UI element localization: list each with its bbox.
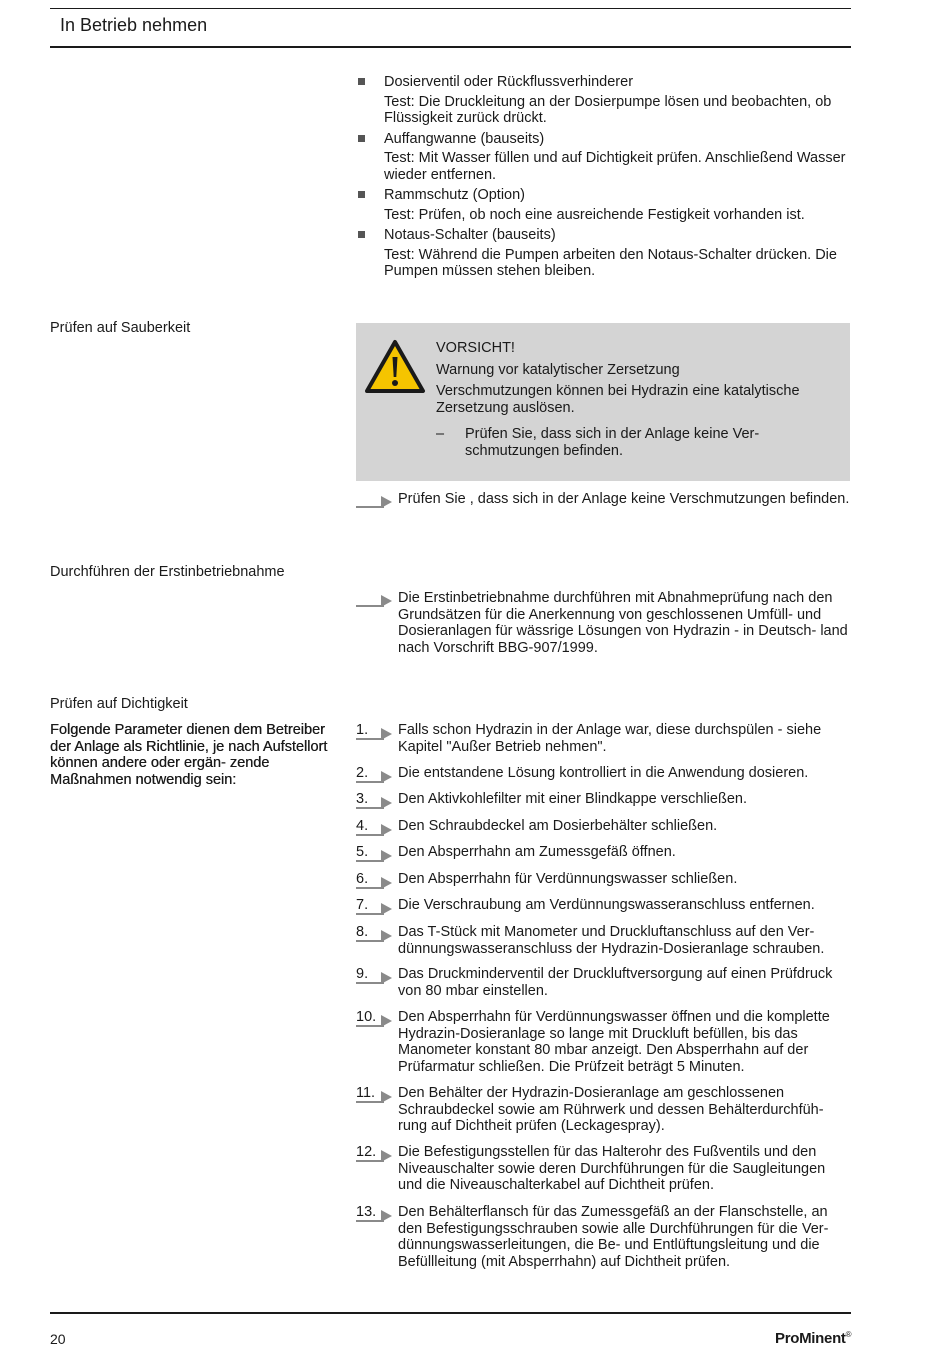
header-bottom-rule	[50, 46, 851, 48]
step-number: 3.	[356, 791, 396, 808]
numbered-step	[356, 722, 851, 755]
list-item-label: Dosierventil oder Rückflussverhinderer	[384, 74, 634, 90]
square-bullet-icon	[358, 78, 365, 85]
numbered-step	[356, 791, 851, 808]
list-item-label: Notaus-Schalter (bauseits)	[384, 227, 556, 243]
action-step-cleanliness	[356, 491, 851, 508]
numbered-step	[356, 924, 851, 957]
numbered-step	[356, 844, 851, 861]
action-text: Prüfen Sie , dass sich in der Anlage keine Verschmutzungen befinden.	[398, 491, 850, 507]
list-item-test: Test: Prüfen, ob noch eine ausreichende Festigkeit vorhanden ist.	[384, 206, 805, 223]
step-number: 2.	[356, 765, 396, 782]
step-text: Den Absperrhahn für Verdünnungswasser öffnen und die komplette Hydrazin-Dosieranlage so lange mit Druckluft befüllen, bis das Manometer konstant 80 mbar anzeigt. Den Absperrhahn auf der Prüfarmatur schließen. Die Prüfzeit beträgt 5 Minuten.	[398, 1009, 830, 1075]
step-number: 13.	[356, 1204, 396, 1221]
warning-title: Warnung vor katalytischer Zersetzung	[436, 361, 680, 378]
step-text: Das Druckminderventil der Druckluftversorgung auf einen Prüfdruck von 80 mbar einstellen.	[398, 966, 833, 999]
step-number: 1.	[356, 722, 396, 739]
page-title: In Betrieb nehmen	[60, 15, 208, 35]
warning-box	[356, 323, 850, 481]
tightness-intro: Folgende Parameter dienen dem Betreiber der Anlage als Richtlinie, je nach Aufstellort können andere oder ergän- zende Maßnahmen notwendig sein:	[50, 722, 328, 788]
step-number: 7.	[356, 897, 396, 914]
step-number: 4.	[356, 818, 396, 835]
list-item	[356, 227, 851, 280]
warning-signal-word: VORSICHT!	[436, 340, 515, 356]
action-step-commissioning	[356, 590, 851, 656]
step-number: 5.	[356, 844, 396, 861]
step-number: 11.	[356, 1085, 396, 1102]
section-heading-cleanliness: Prüfen auf Sauberkeit	[50, 320, 191, 336]
step-text: Den Behälterflansch für das Zumessgefäß an der Flanschstelle, an den Befestigungsschrauben sowie alle Durchführungen für die Ver- dünnungswasserleitungen, die Be- und Entlüftungsleitung und die Befüllleitung (mit Absperrhahn) auf Dichtheit prüfen.	[398, 1204, 829, 1270]
list-item-label: Auffangwanne (bauseits)	[384, 130, 545, 147]
square-bullet-icon	[358, 191, 365, 198]
numbered-step	[356, 765, 851, 782]
warning-triangle-icon	[364, 339, 426, 395]
numbered-step	[356, 1009, 851, 1075]
section-heading-commissioning: Durchführen der Erstinbetriebnahme	[50, 564, 285, 580]
step-text: Das T-Stück mit Manometer und Druckluftanschluss auf den Ver- dünnungswasseranschluss der Hydrazin-Dosieranlage schrauben.	[398, 924, 825, 957]
warning-content	[436, 340, 836, 459]
list-item	[356, 131, 851, 184]
list-item-test: Test: Die Druckleitung an der Dosierpumpe lösen und beobachten, ob Flüssigkeit zurück drückt.	[384, 93, 832, 126]
header-top-rule	[50, 8, 851, 9]
step-text: Den Absperrhahn für Verdünnungswasser schließen.	[398, 871, 738, 887]
numbered-step	[356, 1204, 851, 1270]
warning-text: Verschmutzungen können bei Hydrazin eine katalytische Zersetzung auslösen.	[436, 383, 800, 416]
list-item	[356, 187, 851, 223]
square-bullet-icon	[358, 231, 365, 238]
brand-logo	[775, 1330, 851, 1347]
numbered-step	[356, 818, 851, 835]
square-bullet-icon	[358, 135, 365, 142]
step-number: 6.	[356, 871, 396, 888]
numbered-step	[356, 966, 851, 999]
step-number: 10.	[356, 1009, 396, 1026]
step-text: Den Schraubdeckel am Dosierbehälter schließen.	[398, 818, 718, 834]
checklist	[356, 74, 851, 284]
numbered-step	[356, 1144, 851, 1194]
list-item-test: Test: Mit Wasser füllen und auf Dichtigkeit prüfen. Anschließend Wasser wieder entfernen.	[384, 150, 846, 183]
numbered-step	[356, 897, 851, 914]
footer-rule	[50, 1312, 851, 1314]
list-item-label: Rammschutz (Option)	[384, 187, 526, 203]
step-text: Die entstandene Lösung kontrolliert in die Anwendung dosieren.	[398, 765, 809, 781]
registered-mark: ®	[845, 1330, 852, 1339]
list-item-test: Test: Während die Pumpen arbeiten den Notaus-Schalter drücken. Die Pumpen müssen stehen bleiben.	[384, 246, 837, 279]
action-arrow-icon	[356, 593, 392, 609]
step-number: 9.	[356, 966, 396, 983]
step-text: Die Verschraubung am Verdünnungswasseranschluss entfernen.	[398, 897, 815, 913]
page-number: 20	[50, 1331, 66, 1347]
action-text: Die Erstinbetriebnahme durchführen mit Abnahmeprüfung nach den Grundsätzen für die Anerkennung von geschlossenen Umfüll- und Dosieranlagen für wässrige Lösungen von Hydrazin - in Deutsch- land nach Vorschrift BBG-907/1999.	[398, 590, 848, 656]
numbered-step	[356, 1085, 851, 1135]
step-text: Den Absperrhahn am Zumessgefäß öffnen.	[398, 844, 676, 860]
warning-measure	[436, 426, 836, 459]
step-text: Den Behälter der Hydrazin-Dosieranlage am geschlossenen Schraubdeckel sowie am Rührwerk und dessen Behälterdurchfüh- rung auf Dichtheit prüfen (Leckagespray).	[398, 1085, 824, 1134]
step-text: Den Aktivkohlefilter mit einer Blindkappe verschließen.	[398, 791, 747, 807]
step-text: Die Befestigungsstellen für das Halterohr des Fußventils und den Niveauschalter sowie deren Durchführungen für die Saugleitungen und die Niveauschalterkabel auf Dichtheit prüfen.	[398, 1144, 826, 1193]
dash-bullet: –	[436, 426, 445, 442]
step-number: 12.	[356, 1144, 396, 1161]
numbered-step	[356, 871, 851, 888]
warning-measure-text: Prüfen Sie, dass sich in der Anlage keine Ver- schmutzungen befinden.	[465, 426, 760, 459]
action-arrow-icon	[356, 494, 392, 510]
step-number: 8.	[356, 924, 396, 941]
step-text: Falls schon Hydrazin in der Anlage war, diese durchspülen - siehe Kapitel "Außer Betrieb nehmen".	[398, 722, 822, 755]
section-heading-tightness: Prüfen auf Dichtigkeit	[50, 696, 188, 712]
list-item	[356, 74, 851, 127]
logo-text: ProMinent	[775, 1330, 846, 1347]
